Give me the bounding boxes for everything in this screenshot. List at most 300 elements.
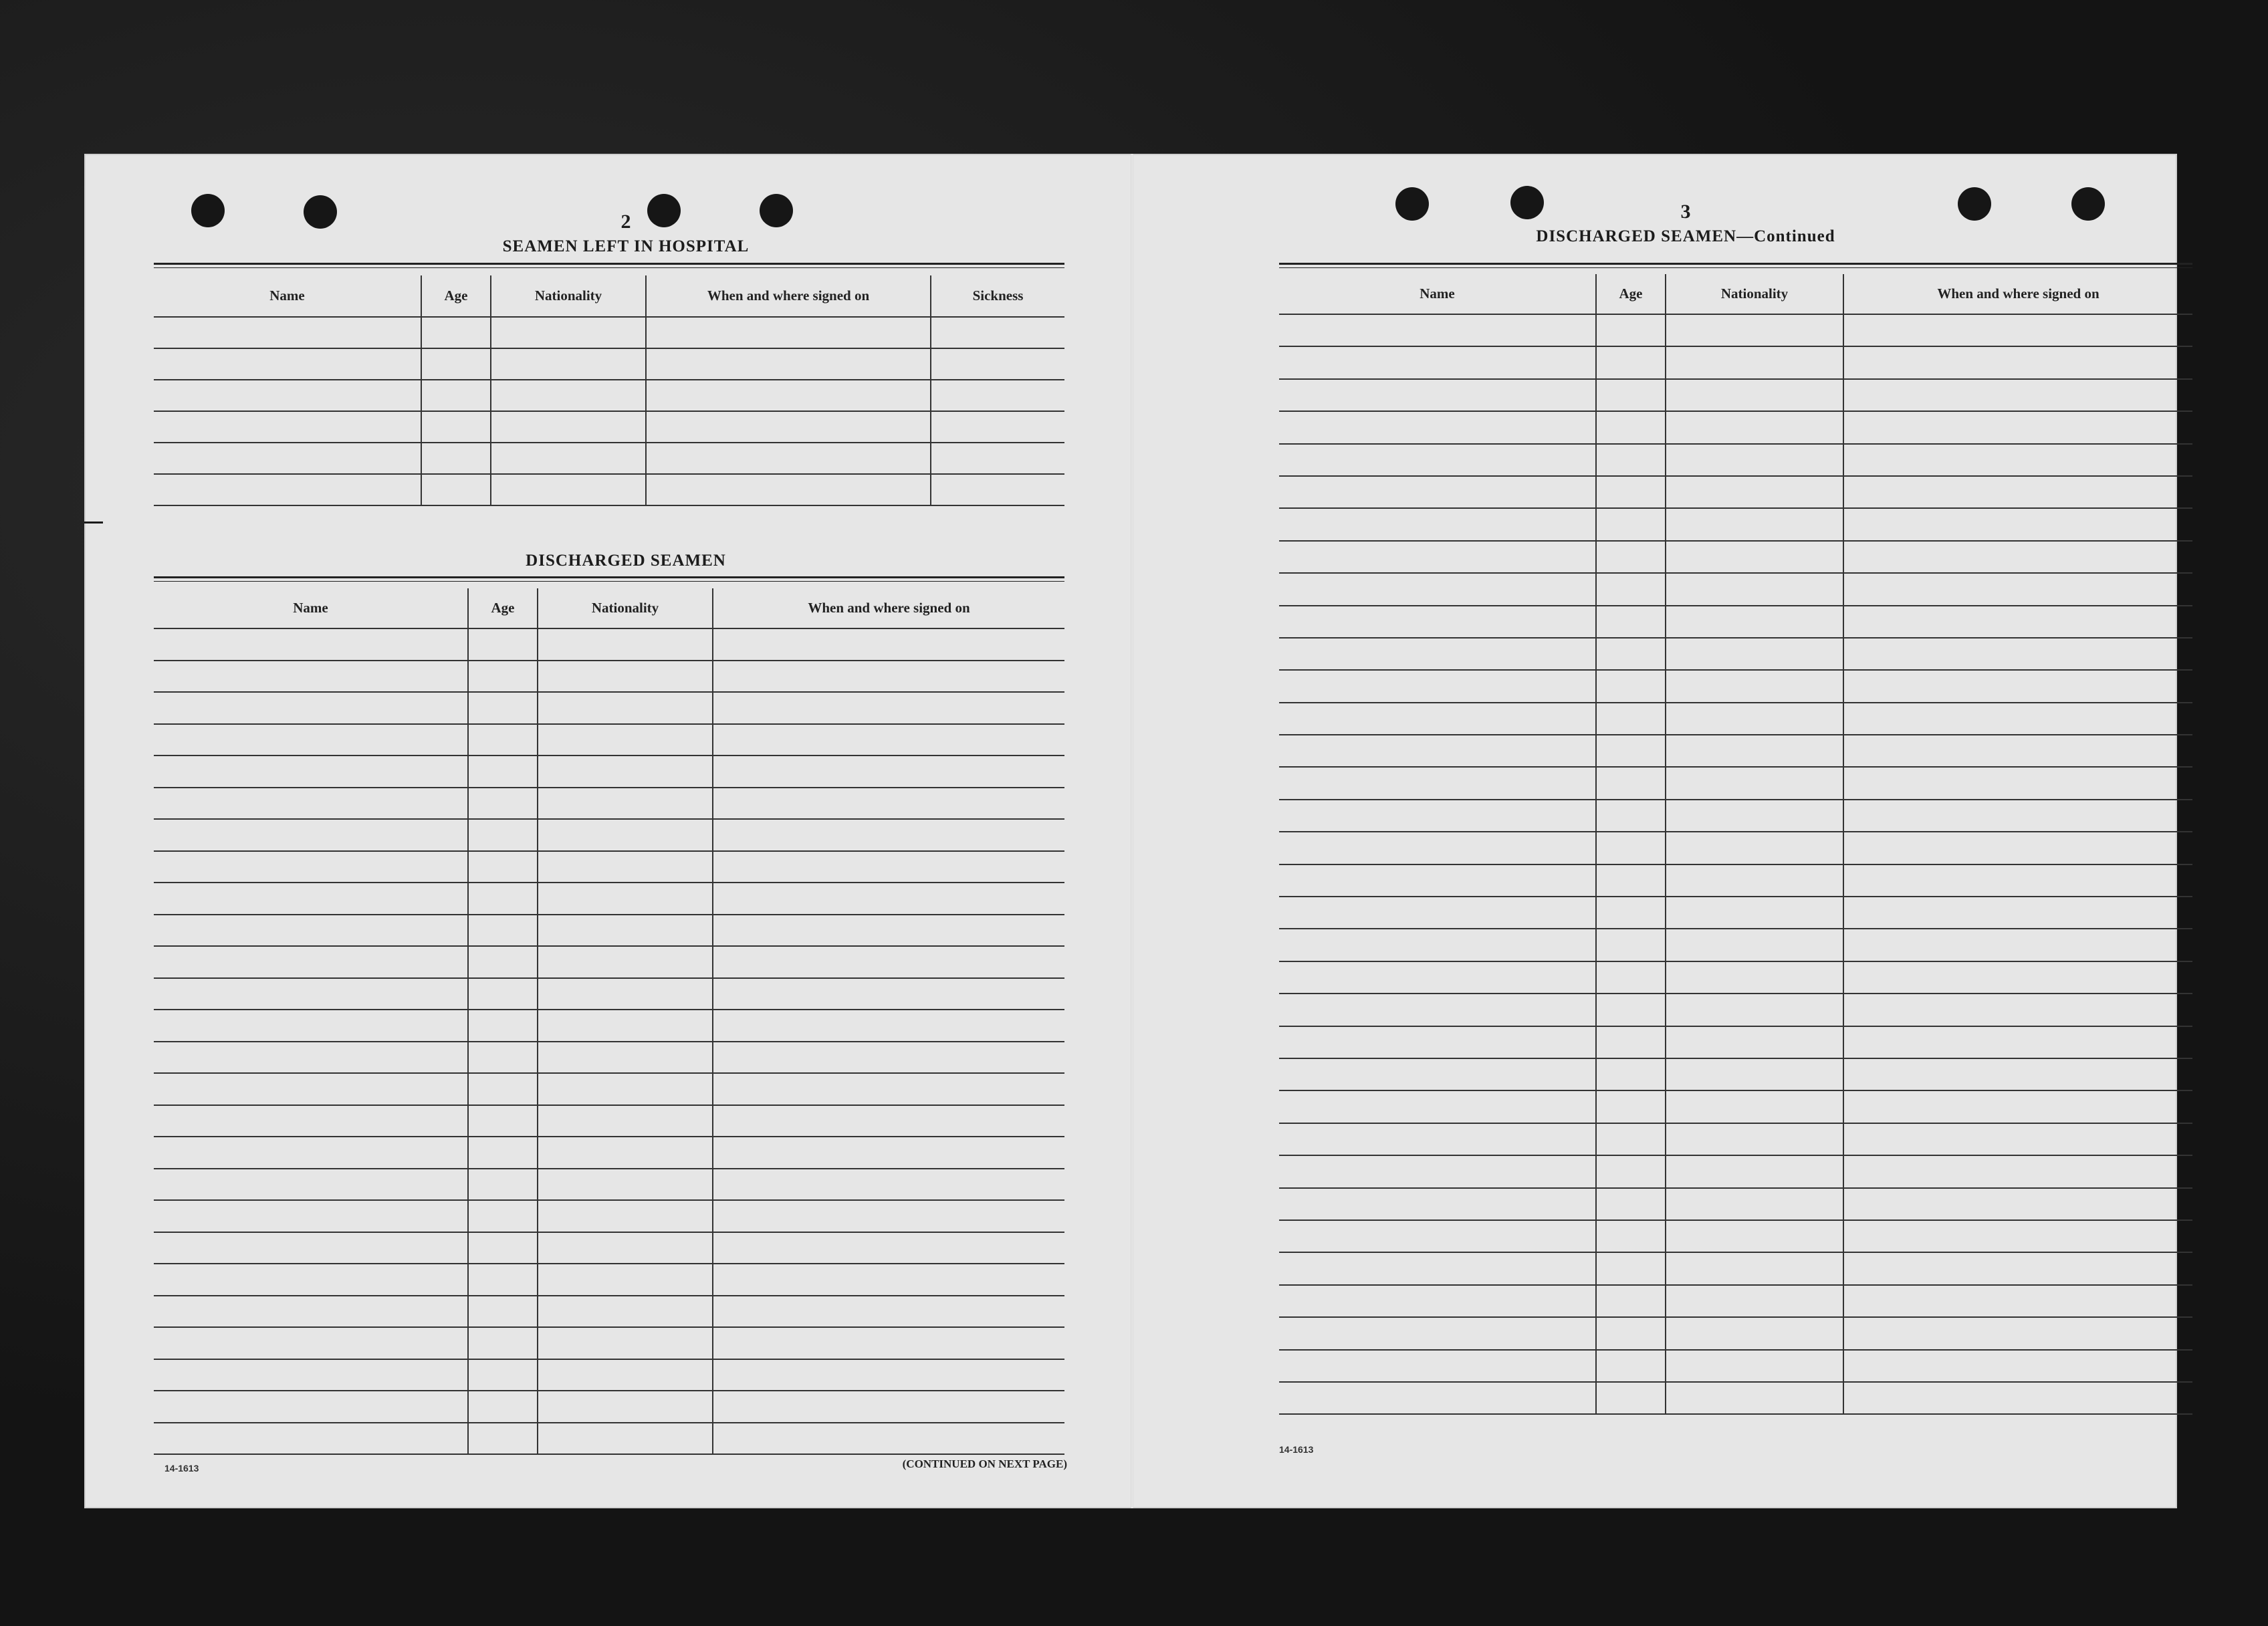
blank-cell — [538, 946, 713, 978]
blank-cell — [468, 851, 538, 883]
blank-cell — [1279, 994, 1596, 1026]
blank-cell — [1279, 1285, 1596, 1317]
header-rule — [154, 576, 1064, 582]
blank-cell — [1843, 411, 2192, 443]
punch-hole — [2071, 187, 2105, 221]
blank-cell — [646, 348, 931, 380]
blank-cell — [468, 1010, 538, 1042]
blank-cell — [154, 756, 468, 788]
blank-cell — [1596, 1285, 1666, 1317]
blank-cell — [1279, 541, 1596, 573]
blank-cell — [538, 692, 713, 724]
blank-cell — [1843, 346, 2192, 378]
blank-cell — [1843, 864, 2192, 897]
blank-cell — [1596, 541, 1666, 573]
table-row — [154, 819, 1064, 851]
blank-cell — [713, 1073, 1064, 1105]
blank-cell — [1843, 670, 2192, 702]
blank-cell — [1666, 1350, 1843, 1382]
blank-cell — [931, 380, 1064, 411]
blank-cell — [1279, 444, 1596, 476]
blank-cell — [154, 1296, 468, 1328]
blank-cell — [154, 1073, 468, 1105]
table-row — [1279, 735, 2192, 767]
blank-cell — [491, 317, 646, 348]
table-row — [154, 756, 1064, 788]
header-rule — [1279, 263, 2192, 268]
blank-cell — [713, 1042, 1064, 1074]
blank-cell — [154, 1010, 468, 1042]
section-title-continued: DISCHARGED SEAMEN—Continued — [1536, 227, 1835, 245]
blank-cell — [1843, 1155, 2192, 1187]
blank-cell — [1666, 1155, 1843, 1187]
blank-cell — [713, 1010, 1064, 1042]
blank-cell — [154, 1391, 468, 1423]
blank-cell — [154, 851, 468, 883]
table-row — [1279, 1317, 2192, 1349]
table-row — [1279, 508, 2192, 540]
blank-cell — [538, 1200, 713, 1232]
table-row — [154, 692, 1064, 724]
blank-cell — [1843, 832, 2192, 864]
form-number: 14-1613 — [1279, 1444, 1314, 1455]
table-row — [1279, 1188, 2192, 1220]
blank-cell — [1666, 346, 1843, 378]
blank-cell — [1666, 379, 1843, 411]
table-row — [1279, 1350, 2192, 1382]
blank-cell — [154, 724, 468, 756]
blank-cell — [154, 628, 468, 661]
table-row — [1279, 1155, 2192, 1187]
blank-cell — [421, 348, 491, 380]
blank-cell — [1596, 573, 1666, 605]
table-row — [1279, 767, 2192, 799]
blank-cell — [713, 1105, 1064, 1137]
punch-hole — [1958, 187, 1991, 221]
blank-cell — [1596, 961, 1666, 994]
blank-cell — [154, 1327, 468, 1359]
blank-cell — [713, 661, 1064, 693]
blank-cell — [154, 1137, 468, 1169]
blank-cell — [1843, 314, 2192, 346]
blank-cell — [1279, 767, 1596, 799]
blank-cell — [421, 411, 491, 443]
blank-cell — [713, 1232, 1064, 1264]
blank-cell — [1843, 541, 2192, 573]
blank-cell — [1279, 1382, 1596, 1414]
continued-table-header — [1279, 274, 2192, 314]
blank-cell — [468, 1042, 538, 1074]
table-row — [154, 1327, 1064, 1359]
blank-cell — [1843, 476, 2192, 508]
blank-cell — [1596, 1350, 1666, 1382]
blank-cell — [1596, 1058, 1666, 1090]
blank-cell — [1666, 735, 1843, 767]
blank-cell — [713, 1327, 1064, 1359]
blank-cell — [538, 1232, 713, 1264]
blank-cell — [713, 978, 1064, 1010]
table-row — [154, 915, 1064, 947]
blank-cell — [1279, 314, 1596, 346]
blank-cell — [538, 1359, 713, 1391]
continued-note: (CONTINUED ON NEXT PAGE) — [902, 1458, 1067, 1470]
table-row — [154, 851, 1064, 883]
blank-cell — [1596, 411, 1666, 443]
blank-cell — [1666, 767, 1843, 799]
blank-cell — [1279, 800, 1596, 832]
blank-cell — [154, 946, 468, 978]
blank-cell — [1279, 1220, 1596, 1252]
table-row — [154, 1200, 1064, 1232]
blank-cell — [1666, 1317, 1843, 1349]
table-row — [154, 411, 1064, 443]
blank-cell — [1843, 638, 2192, 670]
column-header-sickness: Sickness — [931, 275, 1064, 317]
blank-cell — [1596, 606, 1666, 638]
blank-cell — [1843, 1058, 2192, 1090]
table-row — [154, 883, 1064, 915]
blank-cell — [1843, 735, 2192, 767]
blank-cell — [538, 1327, 713, 1359]
blank-cell — [1666, 897, 1843, 929]
blank-cell — [713, 1200, 1064, 1232]
table-row — [154, 788, 1064, 820]
blank-cell — [1666, 832, 1843, 864]
column-header-signed-on: When and where signed on — [713, 588, 1064, 628]
table-row — [154, 1137, 1064, 1169]
table-row — [154, 443, 1064, 474]
blank-cell — [1596, 1026, 1666, 1058]
blank-cell — [468, 756, 538, 788]
table-row — [1279, 703, 2192, 735]
blank-cell — [468, 978, 538, 1010]
blank-cell — [1666, 508, 1843, 540]
blank-cell — [1843, 606, 2192, 638]
punch-hole — [1510, 186, 1544, 219]
blank-cell — [713, 1391, 1064, 1423]
table-row — [154, 348, 1064, 380]
blank-cell — [1596, 1220, 1666, 1252]
blank-cell — [538, 1137, 713, 1169]
blank-cell — [1596, 508, 1666, 540]
blank-cell — [538, 851, 713, 883]
blank-cell — [538, 1296, 713, 1328]
blank-cell — [154, 661, 468, 693]
blank-cell — [713, 819, 1064, 851]
blank-cell — [646, 411, 931, 443]
blank-cell — [154, 474, 421, 505]
blank-cell — [1843, 1350, 2192, 1382]
blank-cell — [1596, 994, 1666, 1026]
table-row — [1279, 476, 2192, 508]
blank-cell — [1279, 1058, 1596, 1090]
table-row — [1279, 346, 2192, 378]
blank-cell — [1596, 767, 1666, 799]
blank-cell — [713, 1423, 1064, 1455]
blank-cell — [491, 474, 646, 505]
table-row — [154, 1391, 1064, 1423]
blank-cell — [1843, 1317, 2192, 1349]
blank-cell — [1596, 1382, 1666, 1414]
blank-cell — [1279, 1090, 1596, 1123]
blank-cell — [1279, 638, 1596, 670]
blank-cell — [1279, 961, 1596, 994]
blank-cell — [1279, 1350, 1596, 1382]
table-row — [154, 1423, 1064, 1455]
hospital-table-header — [154, 275, 1064, 317]
blank-cell — [468, 1264, 538, 1296]
column-header-age: Age — [421, 275, 491, 317]
blank-cell — [1843, 1123, 2192, 1155]
blank-cell — [1279, 1026, 1596, 1058]
blank-cell — [646, 474, 931, 505]
discharged-table — [154, 588, 1064, 1455]
blank-cell — [1279, 573, 1596, 605]
table-row — [1279, 1123, 2192, 1155]
column-header-name: Name — [1279, 274, 1596, 314]
blank-cell — [1666, 1026, 1843, 1058]
blank-cell — [1843, 508, 2192, 540]
blank-cell — [538, 883, 713, 915]
blank-cell — [468, 628, 538, 661]
table-row — [154, 946, 1064, 978]
table-row — [1279, 864, 2192, 897]
table-row — [1279, 832, 2192, 864]
blank-cell — [468, 1105, 538, 1137]
blank-cell — [1279, 411, 1596, 443]
form-sheet — [84, 154, 2177, 1508]
blank-cell — [646, 317, 931, 348]
margin-tick — [84, 521, 103, 524]
blank-cell — [713, 1359, 1064, 1391]
blank-cell — [468, 1327, 538, 1359]
blank-cell — [1279, 508, 1596, 540]
blank-cell — [1666, 1285, 1843, 1317]
left-page — [84, 154, 1131, 1508]
table-row — [1279, 411, 2192, 443]
table-row — [1279, 897, 2192, 929]
blank-cell — [468, 1232, 538, 1264]
blank-cell — [468, 724, 538, 756]
blank-cell — [1596, 735, 1666, 767]
blank-cell — [491, 411, 646, 443]
blank-cell — [154, 1359, 468, 1391]
blank-cell — [1279, 1252, 1596, 1284]
blank-cell — [1843, 994, 2192, 1026]
blank-cell — [1279, 1317, 1596, 1349]
blank-cell — [1596, 929, 1666, 961]
blank-cell — [154, 978, 468, 1010]
blank-cell — [1596, 670, 1666, 702]
blank-cell — [538, 724, 713, 756]
blank-cell — [1666, 541, 1843, 573]
blank-cell — [1843, 1026, 2192, 1058]
table-row — [1279, 1285, 2192, 1317]
blank-cell — [646, 380, 931, 411]
blank-cell — [713, 628, 1064, 661]
blank-cell — [154, 1232, 468, 1264]
blank-cell — [468, 661, 538, 693]
table-row — [1279, 994, 2192, 1026]
blank-cell — [1279, 346, 1596, 378]
column-header-signed-on: When and where signed on — [1843, 274, 2192, 314]
blank-cell — [1596, 1123, 1666, 1155]
blank-cell — [1596, 703, 1666, 735]
table-row — [154, 1169, 1064, 1201]
table-row — [1279, 606, 2192, 638]
blank-cell — [491, 348, 646, 380]
blank-cell — [1666, 1058, 1843, 1090]
blank-cell — [468, 1137, 538, 1169]
blank-cell — [1666, 1252, 1843, 1284]
blank-cell — [1596, 314, 1666, 346]
blank-cell — [713, 915, 1064, 947]
blank-cell — [1666, 929, 1843, 961]
blank-cell — [713, 724, 1064, 756]
blank-cell — [154, 1169, 468, 1201]
blank-cell — [468, 1169, 538, 1201]
blank-cell — [538, 915, 713, 947]
blank-cell — [931, 443, 1064, 474]
table-row — [1279, 379, 2192, 411]
blank-cell — [1279, 606, 1596, 638]
discharged-continued-table — [1279, 274, 2192, 1415]
blank-cell — [1666, 1123, 1843, 1155]
blank-cell — [1843, 1220, 2192, 1252]
column-header-age: Age — [468, 588, 538, 628]
blank-cell — [1596, 476, 1666, 508]
blank-cell — [1279, 670, 1596, 702]
table-row — [1279, 1090, 2192, 1123]
section-title-hospital: SEAMEN LEFT IN HOSPITAL — [502, 237, 750, 255]
blank-cell — [154, 915, 468, 947]
blank-cell — [538, 661, 713, 693]
blank-cell — [1666, 961, 1843, 994]
right-page — [1131, 154, 2177, 1508]
blank-cell — [538, 1010, 713, 1042]
punch-hole — [191, 194, 225, 227]
blank-cell — [538, 756, 713, 788]
table-row — [154, 1010, 1064, 1042]
blank-cell — [931, 411, 1064, 443]
column-header-name: Name — [154, 588, 468, 628]
blank-cell — [1596, 346, 1666, 378]
blank-cell — [1843, 1382, 2192, 1414]
blank-cell — [538, 1264, 713, 1296]
blank-cell — [1666, 994, 1843, 1026]
table-row — [1279, 1382, 2192, 1414]
blank-cell — [468, 1359, 538, 1391]
blank-cell — [1843, 1285, 2192, 1317]
discharged-table-header — [154, 588, 1064, 628]
blank-cell — [468, 1200, 538, 1232]
blank-cell — [1666, 314, 1843, 346]
blank-cell — [1666, 606, 1843, 638]
table-row — [154, 1073, 1064, 1105]
blank-cell — [468, 819, 538, 851]
blank-cell — [1279, 1188, 1596, 1220]
blank-cell — [1596, 1155, 1666, 1187]
blank-cell — [931, 474, 1064, 505]
blank-cell — [1596, 638, 1666, 670]
blank-cell — [1279, 1155, 1596, 1187]
blank-cell — [468, 1423, 538, 1455]
column-header-name: Name — [154, 275, 421, 317]
blank-cell — [1666, 1090, 1843, 1123]
blank-cell — [1596, 444, 1666, 476]
blank-cell — [468, 946, 538, 978]
blank-cell — [1666, 703, 1843, 735]
blank-cell — [468, 692, 538, 724]
table-row — [1279, 961, 2192, 994]
table-row — [1279, 1058, 2192, 1090]
blank-cell — [1596, 832, 1666, 864]
table-row — [154, 724, 1064, 756]
blank-cell — [1843, 703, 2192, 735]
blank-cell — [1843, 929, 2192, 961]
blank-cell — [154, 1105, 468, 1137]
blank-cell — [468, 915, 538, 947]
blank-cell — [1596, 800, 1666, 832]
table-row — [154, 1042, 1064, 1074]
column-header-age: Age — [1596, 274, 1666, 314]
blank-cell — [1596, 1252, 1666, 1284]
table-row — [154, 380, 1064, 411]
blank-cell — [154, 1200, 468, 1232]
blank-cell — [1843, 767, 2192, 799]
blank-cell — [713, 1296, 1064, 1328]
column-header-nationality: Nationality — [538, 588, 713, 628]
blank-cell — [538, 1105, 713, 1137]
blank-cell — [1666, 411, 1843, 443]
blank-cell — [538, 1423, 713, 1455]
blank-cell — [1843, 897, 2192, 929]
blank-cell — [468, 788, 538, 820]
blank-cell — [491, 380, 646, 411]
blank-cell — [421, 380, 491, 411]
table-row — [154, 317, 1064, 348]
blank-cell — [538, 1391, 713, 1423]
blank-cell — [1279, 379, 1596, 411]
blank-cell — [538, 1169, 713, 1201]
blank-cell — [1596, 1317, 1666, 1349]
blank-cell — [538, 819, 713, 851]
table-row — [154, 661, 1064, 693]
blank-cell — [154, 1042, 468, 1074]
blank-cell — [1596, 864, 1666, 897]
blank-cell — [1843, 1252, 2192, 1284]
blank-cell — [421, 474, 491, 505]
blank-cell — [468, 883, 538, 915]
blank-cell — [1666, 476, 1843, 508]
blank-cell — [1666, 573, 1843, 605]
blank-cell — [1843, 800, 2192, 832]
blank-cell — [538, 978, 713, 1010]
blank-cell — [1279, 897, 1596, 929]
table-row — [1279, 670, 2192, 702]
blank-cell — [491, 443, 646, 474]
blank-cell — [713, 946, 1064, 978]
blank-cell — [713, 788, 1064, 820]
table-row — [1279, 1026, 2192, 1058]
table-row — [1279, 638, 2192, 670]
blank-cell — [1279, 864, 1596, 897]
table-row — [1279, 1220, 2192, 1252]
table-row — [1279, 573, 2192, 605]
table-row — [154, 1359, 1064, 1391]
table-row — [1279, 541, 2192, 573]
blank-cell — [1843, 1188, 2192, 1220]
